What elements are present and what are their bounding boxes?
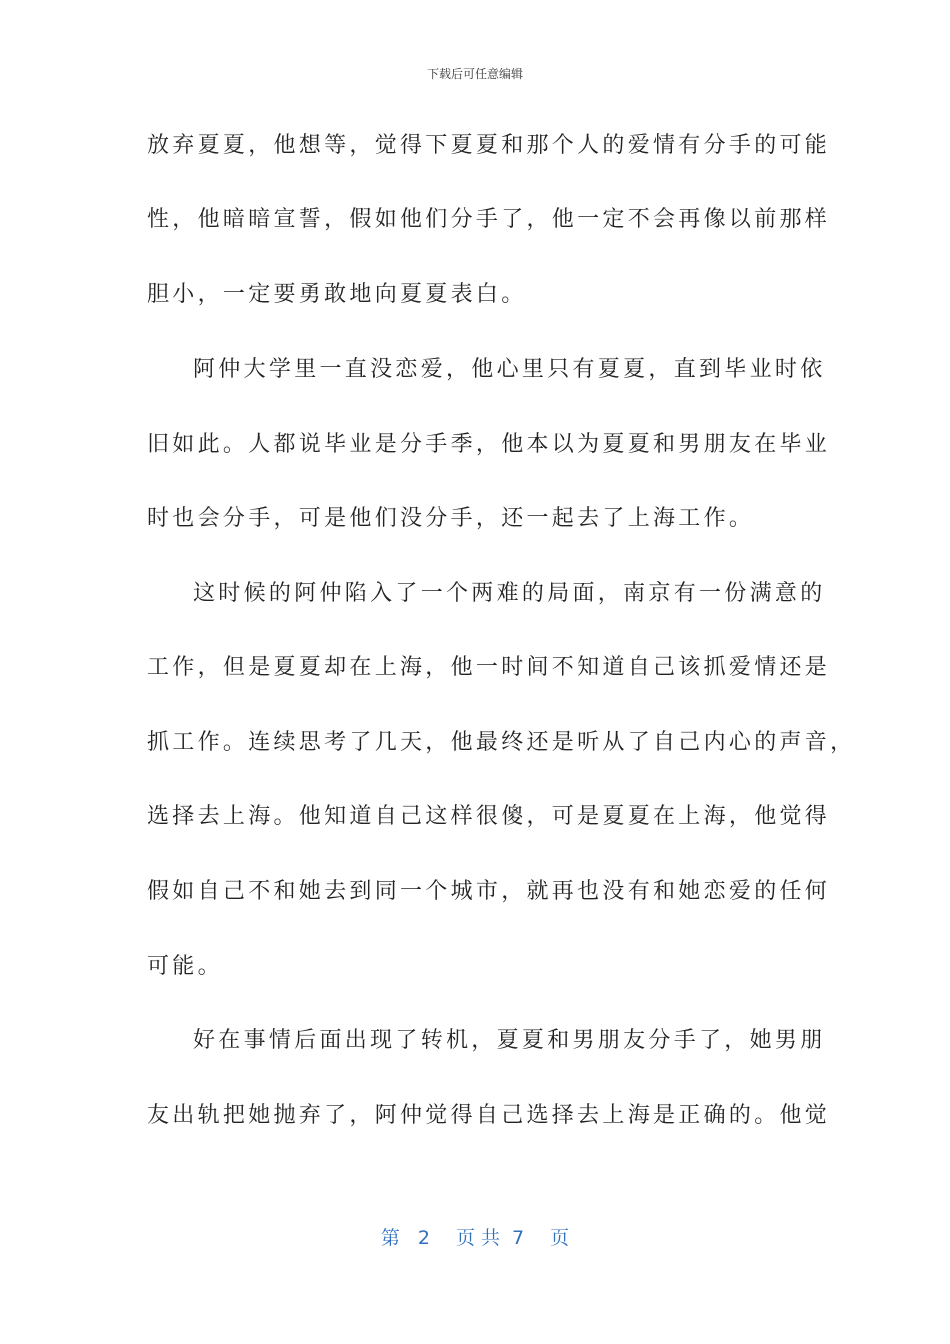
- footer-end-label: 页: [550, 1227, 570, 1249]
- body-line-5: 旧如此。人都说毕业是分手季，他本以为夏夏和男朋友在毕业: [147, 432, 831, 457]
- body-line-14: 友出轨把她抛弃了，阿仲觉得自己选择去上海是正确的。他觉: [147, 1103, 831, 1128]
- body-line-6: 时也会分手，可是他们没分手，还一起去了上海工作。: [147, 506, 755, 531]
- footer-page-label: 第: [380, 1227, 400, 1249]
- body-line-12: 可能。: [147, 954, 223, 979]
- body-line-8: 工作，但是夏夏却在上海，他一时间不知道自己该抓爱情还是: [147, 655, 831, 680]
- body-line-3: 胆小，一定要勇敢地向夏夏表白。: [147, 282, 527, 307]
- body-line-1: 放弃夏夏，他想等，觉得下夏夏和那个人的爱情有分手的可能: [147, 133, 831, 158]
- page-footer: [0, 1225, 950, 1251]
- body-line-10: 选择去上海。他知道自己这样很傻，可是夏夏在上海，他觉得: [147, 804, 831, 829]
- body-line-4: 阿仲大学里一直没恋爱，他心里只有夏夏，直到毕业时依: [193, 357, 826, 382]
- page-header: 下载后可任意编辑: [426, 67, 523, 81]
- body-line-13: 好在事情后面出现了转机，夏夏和男朋友分手了，她男朋: [193, 1028, 826, 1053]
- footer-total-label: 页 共: [455, 1227, 501, 1249]
- body-line-7: 这时候的阿仲陷入了一个两难的局面，南京有一份满意的: [193, 581, 826, 606]
- body-line-11: 假如自己不和她去到同一个城市，就再也没有和她恋爱的任何: [147, 879, 831, 904]
- body-line-2: 性，他暗暗宣誓，假如他们分手了，他一定不会再像以前那样: [147, 207, 831, 232]
- footer-total-pages: 7: [512, 1227, 525, 1249]
- footer-current-page: 2: [417, 1227, 430, 1249]
- body-line-9: 抓工作。连续思考了几天，他最终还是听从了自己内心的声音，: [147, 730, 856, 755]
